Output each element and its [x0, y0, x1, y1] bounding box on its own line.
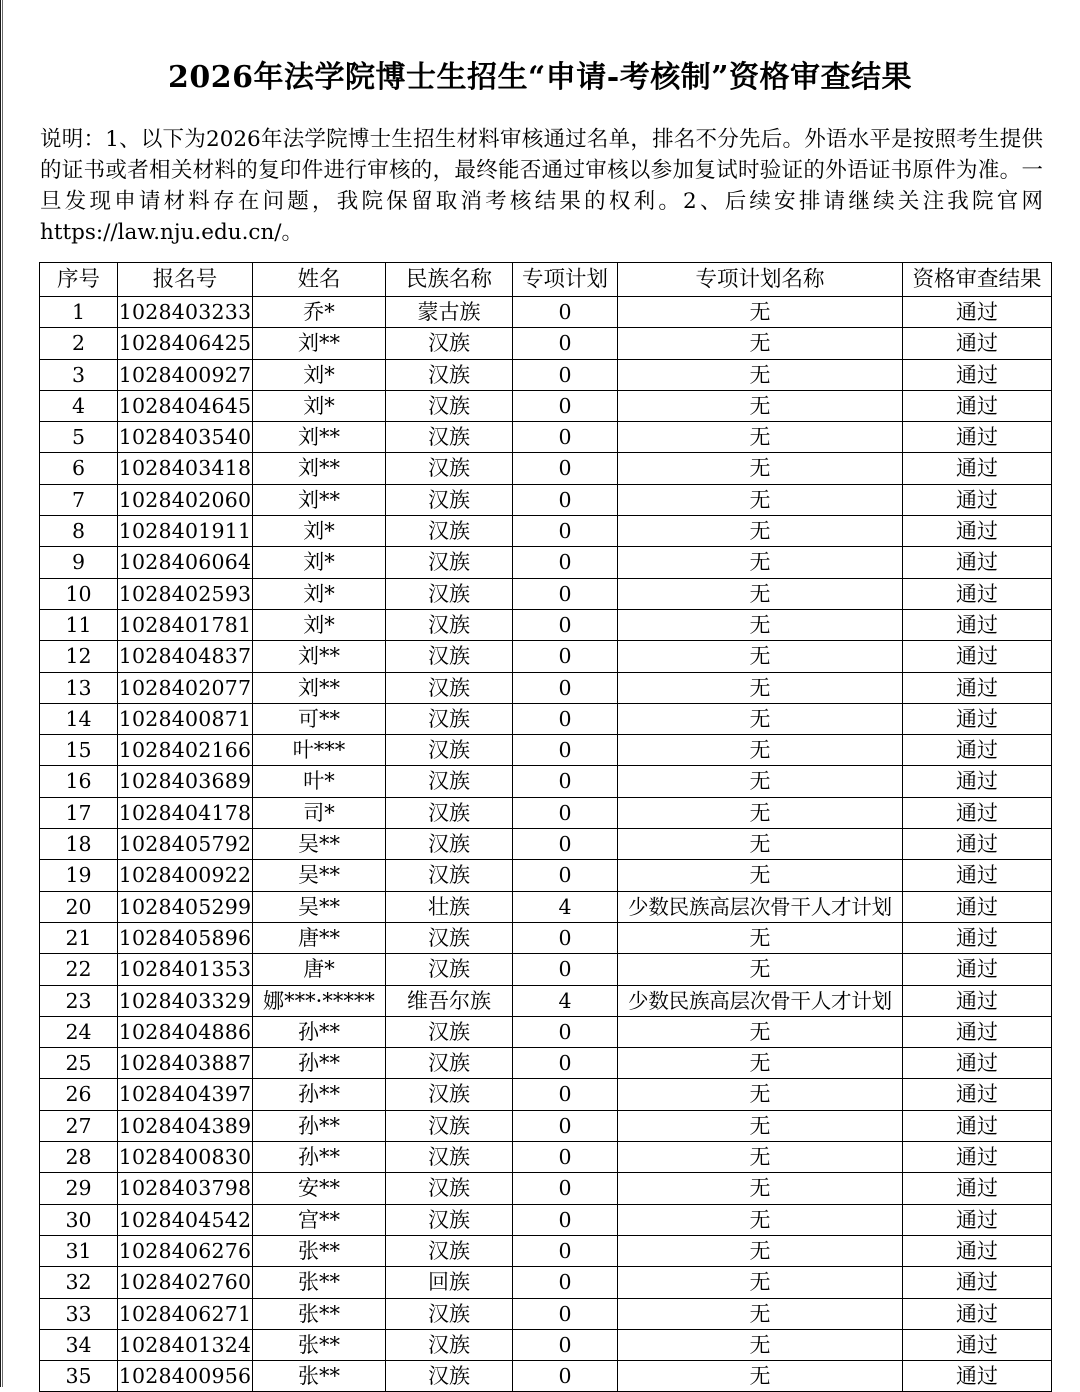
cell-plan-name: 无 [618, 297, 903, 328]
cell-result: 通过 [903, 547, 1052, 578]
cell-ethnicity: 汉族 [386, 922, 513, 953]
table-row [40, 891, 1052, 922]
cell-ethnicity: 汉族 [386, 1173, 513, 1204]
cell-ethnicity: 汉族 [386, 1142, 513, 1173]
cell-ethnicity: 汉族 [386, 390, 513, 421]
cell-registration: 1028403798 [118, 1173, 253, 1204]
cell-ethnicity: 汉族 [386, 1235, 513, 1266]
cell-plan-code: 0 [513, 1235, 618, 1266]
cell-ethnicity: 汉族 [386, 578, 513, 609]
cell-index: 16 [40, 766, 118, 797]
cell-plan-code: 4 [513, 891, 618, 922]
cell-result: 通过 [903, 829, 1052, 860]
cell-result: 通过 [903, 922, 1052, 953]
cell-registration: 1028404542 [118, 1204, 253, 1235]
cell-name: 乔* [253, 297, 386, 328]
cell-index: 6 [40, 453, 118, 484]
cell-index: 15 [40, 735, 118, 766]
cell-ethnicity: 壮族 [386, 891, 513, 922]
cell-plan-name: 无 [618, 1204, 903, 1235]
cell-plan-code: 0 [513, 703, 618, 734]
cell-ethnicity: 汉族 [386, 1048, 513, 1079]
description-paragraph: 说明：1、以下为2026年法学院博士生招生材料审核通过名单，排名不分先后。外语水平是按照考生提供的证书或者相关材料的复印件进行审核的，最终能否通过审核以参加复试时验证的外语证书原件为准。一旦发现申请材料存在问题，我院保留取消考核结果的权利。2、后续安排请继续关注我院官网 https://law.nju.edu.cn/。 [40, 127, 1043, 245]
column-header-regno: 报名号 [118, 263, 253, 297]
cell-name: 吴** [253, 829, 386, 860]
table-row [40, 1079, 1052, 1110]
cell-registration: 1028402166 [118, 735, 253, 766]
table-row [40, 390, 1052, 421]
cell-index: 34 [40, 1329, 118, 1360]
cell-plan-name: 无 [618, 1079, 903, 1110]
cell-result: 通过 [903, 954, 1052, 985]
cell-plan-code: 0 [513, 484, 618, 515]
cell-plan-code: 0 [513, 860, 618, 891]
cell-name: 孙** [253, 1016, 386, 1047]
cell-registration: 1028400927 [118, 359, 253, 390]
table-row [40, 1048, 1052, 1079]
cell-registration: 1028400871 [118, 703, 253, 734]
cell-index: 7 [40, 484, 118, 515]
cell-plan-name: 无 [618, 1361, 903, 1392]
cell-plan-code: 0 [513, 578, 618, 609]
cell-registration: 1028404178 [118, 797, 253, 828]
cell-index: 31 [40, 1235, 118, 1266]
cell-registration: 1028402760 [118, 1267, 253, 1298]
cell-ethnicity: 汉族 [386, 516, 513, 547]
cell-plan-code: 0 [513, 1204, 618, 1235]
cell-result: 通过 [903, 797, 1052, 828]
cell-plan-name: 无 [618, 1048, 903, 1079]
cell-plan-name: 无 [618, 359, 903, 390]
table-row [40, 1110, 1052, 1141]
table-row [40, 1267, 1052, 1298]
cell-registration: 1028403233 [118, 297, 253, 328]
cell-plan-code: 0 [513, 609, 618, 640]
cell-name: 叶*** [253, 735, 386, 766]
cell-index: 20 [40, 891, 118, 922]
cell-result: 通过 [903, 1361, 1052, 1392]
cell-name: 司* [253, 797, 386, 828]
cell-name: 唐* [253, 954, 386, 985]
cell-plan-name: 无 [618, 422, 903, 453]
cell-registration: 1028404389 [118, 1110, 253, 1141]
table-row [40, 359, 1052, 390]
cell-plan-name: 无 [618, 1267, 903, 1298]
cell-plan-name: 无 [618, 516, 903, 547]
cell-plan-name: 无 [618, 1298, 903, 1329]
cell-result: 通过 [903, 484, 1052, 515]
cell-plan-name: 无 [618, 860, 903, 891]
cell-plan-name: 少数民族高层次骨干人才计划 [618, 985, 903, 1016]
cell-index: 10 [40, 578, 118, 609]
cell-ethnicity: 汉族 [386, 703, 513, 734]
cell-result: 通过 [903, 1267, 1052, 1298]
cell-index: 19 [40, 860, 118, 891]
cell-ethnicity: 汉族 [386, 641, 513, 672]
cell-plan-name: 无 [618, 641, 903, 672]
cell-registration: 1028401911 [118, 516, 253, 547]
cell-ethnicity: 汉族 [386, 547, 513, 578]
cell-index: 18 [40, 829, 118, 860]
cell-plan-name: 无 [618, 703, 903, 734]
cell-result: 通过 [903, 297, 1052, 328]
cell-index: 11 [40, 609, 118, 640]
cell-result: 通过 [903, 1079, 1052, 1110]
cell-index: 14 [40, 703, 118, 734]
cell-name: 安** [253, 1173, 386, 1204]
table-row [40, 954, 1052, 985]
cell-registration: 1028400922 [118, 860, 253, 891]
cell-registration: 1028401353 [118, 954, 253, 985]
cell-name: 唐** [253, 922, 386, 953]
cell-ethnicity: 维吾尔族 [386, 985, 513, 1016]
cell-ethnicity: 汉族 [386, 672, 513, 703]
cell-plan-code: 0 [513, 359, 618, 390]
cell-plan-name: 无 [618, 797, 903, 828]
column-header-ethnicity: 民族名称 [386, 263, 513, 297]
cell-plan-name: 无 [618, 547, 903, 578]
cell-ethnicity: 汉族 [386, 609, 513, 640]
table-row [40, 860, 1052, 891]
cell-registration: 1028403887 [118, 1048, 253, 1079]
cell-ethnicity: 汉族 [386, 359, 513, 390]
cell-plan-code: 0 [513, 297, 618, 328]
qualification-results-table [39, 262, 1052, 1392]
cell-plan-code: 0 [513, 1016, 618, 1047]
cell-registration: 1028403418 [118, 453, 253, 484]
cell-registration: 1028404886 [118, 1016, 253, 1047]
cell-registration: 1028406425 [118, 328, 253, 359]
cell-plan-name: 无 [618, 609, 903, 640]
cell-plan-code: 0 [513, 1048, 618, 1079]
table-row [40, 922, 1052, 953]
table-row [40, 1016, 1052, 1047]
cell-plan-code: 0 [513, 922, 618, 953]
cell-index: 35 [40, 1361, 118, 1392]
table-row [40, 1142, 1052, 1173]
cell-plan-name: 无 [618, 1142, 903, 1173]
cell-plan-code: 0 [513, 328, 618, 359]
cell-plan-code: 0 [513, 422, 618, 453]
table-row [40, 985, 1052, 1016]
cell-plan-code: 0 [513, 1079, 618, 1110]
cell-result: 通过 [903, 766, 1052, 797]
cell-name: 刘** [253, 672, 386, 703]
cell-ethnicity: 汉族 [386, 484, 513, 515]
cell-index: 13 [40, 672, 118, 703]
cell-ethnicity: 汉族 [386, 860, 513, 891]
cell-name: 刘** [253, 453, 386, 484]
table-row [40, 735, 1052, 766]
cell-name: 张** [253, 1329, 386, 1360]
cell-plan-name: 无 [618, 1016, 903, 1047]
cell-result: 通过 [903, 578, 1052, 609]
cell-index: 5 [40, 422, 118, 453]
cell-registration: 1028400830 [118, 1142, 253, 1173]
cell-plan-code: 4 [513, 985, 618, 1016]
cell-ethnicity: 汉族 [386, 1079, 513, 1110]
cell-index: 26 [40, 1079, 118, 1110]
cell-name: 娜***·***** [253, 985, 386, 1016]
column-header-name: 姓名 [253, 263, 386, 297]
cell-name: 宫** [253, 1204, 386, 1235]
cell-registration: 1028405896 [118, 922, 253, 953]
cell-plan-name: 无 [618, 672, 903, 703]
cell-name: 吴** [253, 860, 386, 891]
cell-result: 通过 [903, 985, 1052, 1016]
cell-result: 通过 [903, 609, 1052, 640]
table-row [40, 641, 1052, 672]
table-row [40, 547, 1052, 578]
cell-plan-name: 无 [618, 1235, 903, 1266]
cell-registration: 1028406271 [118, 1298, 253, 1329]
cell-ethnicity: 汉族 [386, 797, 513, 828]
cell-name: 孙** [253, 1110, 386, 1141]
cell-plan-name: 无 [618, 390, 903, 421]
cell-result: 通过 [903, 1142, 1052, 1173]
cell-index: 3 [40, 359, 118, 390]
table-row [40, 422, 1052, 453]
cell-result: 通过 [903, 422, 1052, 453]
cell-plan-name: 无 [618, 484, 903, 515]
cell-index: 1 [40, 297, 118, 328]
cell-plan-name: 无 [618, 578, 903, 609]
table-header-row [40, 263, 1052, 297]
cell-name: 张** [253, 1298, 386, 1329]
cell-ethnicity: 汉族 [386, 1204, 513, 1235]
cell-plan-code: 0 [513, 954, 618, 985]
cell-registration: 1028402060 [118, 484, 253, 515]
cell-ethnicity: 蒙古族 [386, 297, 513, 328]
cell-result: 通过 [903, 1016, 1052, 1047]
results-table-container [35, 248, 1045, 1392]
cell-ethnicity: 汉族 [386, 1016, 513, 1047]
cell-plan-name: 无 [618, 735, 903, 766]
cell-plan-name: 无 [618, 1110, 903, 1141]
cell-result: 通过 [903, 1173, 1052, 1204]
cell-result: 通过 [903, 390, 1052, 421]
cell-result: 通过 [903, 1329, 1052, 1360]
cell-plan-name: 无 [618, 922, 903, 953]
table-row [40, 484, 1052, 515]
cell-registration: 1028405792 [118, 829, 253, 860]
table-row [40, 1204, 1052, 1235]
cell-index: 29 [40, 1173, 118, 1204]
table-row [40, 1361, 1052, 1392]
table-row [40, 516, 1052, 547]
cell-plan-code: 0 [513, 672, 618, 703]
cell-result: 通过 [903, 735, 1052, 766]
table-row [40, 1298, 1052, 1329]
cell-index: 30 [40, 1204, 118, 1235]
cell-name: 刘* [253, 578, 386, 609]
cell-index: 33 [40, 1298, 118, 1329]
cell-name: 张** [253, 1235, 386, 1266]
cell-name: 刘** [253, 328, 386, 359]
column-header-result: 资格审查结果 [903, 263, 1052, 297]
cell-name: 刘* [253, 390, 386, 421]
cell-result: 通过 [903, 1204, 1052, 1235]
cell-plan-name: 少数民族高层次骨干人才计划 [618, 891, 903, 922]
cell-ethnicity: 汉族 [386, 453, 513, 484]
cell-registration: 1028404397 [118, 1079, 253, 1110]
cell-plan-name: 无 [618, 328, 903, 359]
cell-index: 17 [40, 797, 118, 828]
cell-name: 孙** [253, 1142, 386, 1173]
table-row [40, 609, 1052, 640]
cell-index: 27 [40, 1110, 118, 1141]
cell-name: 张** [253, 1361, 386, 1392]
cell-result: 通过 [903, 328, 1052, 359]
table-row [40, 766, 1052, 797]
cell-ethnicity: 回族 [386, 1267, 513, 1298]
cell-plan-name: 无 [618, 1329, 903, 1360]
cell-plan-name: 无 [618, 829, 903, 860]
cell-result: 通过 [903, 1048, 1052, 1079]
cell-registration: 1028402077 [118, 672, 253, 703]
cell-name: 吴** [253, 891, 386, 922]
cell-plan-code: 0 [513, 797, 618, 828]
cell-name: 刘** [253, 641, 386, 672]
cell-index: 22 [40, 954, 118, 985]
cell-name: 孙** [253, 1079, 386, 1110]
cell-name: 刘** [253, 484, 386, 515]
table-row [40, 297, 1052, 328]
cell-result: 通过 [903, 453, 1052, 484]
cell-plan-code: 0 [513, 1173, 618, 1204]
cell-index: 32 [40, 1267, 118, 1298]
cell-index: 25 [40, 1048, 118, 1079]
cell-plan-code: 0 [513, 516, 618, 547]
cell-index: 12 [40, 641, 118, 672]
cell-ethnicity: 汉族 [386, 1298, 513, 1329]
table-row [40, 672, 1052, 703]
cell-index: 24 [40, 1016, 118, 1047]
cell-plan-code: 0 [513, 453, 618, 484]
cell-result: 通过 [903, 672, 1052, 703]
cell-ethnicity: 汉族 [386, 1361, 513, 1392]
cell-registration: 1028403329 [118, 985, 253, 1016]
cell-ethnicity: 汉族 [386, 735, 513, 766]
cell-ethnicity: 汉族 [386, 954, 513, 985]
table-row [40, 1173, 1052, 1204]
cell-index: 8 [40, 516, 118, 547]
table-row [40, 703, 1052, 734]
cell-plan-code: 0 [513, 735, 618, 766]
cell-plan-code: 0 [513, 547, 618, 578]
cell-plan-name: 无 [618, 453, 903, 484]
cell-registration: 1028406064 [118, 547, 253, 578]
cell-result: 通过 [903, 1110, 1052, 1141]
cell-index: 9 [40, 547, 118, 578]
cell-plan-code: 0 [513, 1267, 618, 1298]
cell-result: 通过 [903, 860, 1052, 891]
cell-name: 刘** [253, 422, 386, 453]
cell-result: 通过 [903, 1298, 1052, 1329]
cell-result: 通过 [903, 516, 1052, 547]
cell-plan-code: 0 [513, 1329, 618, 1360]
cell-registration: 1028402593 [118, 578, 253, 609]
column-header-index: 序号 [40, 263, 118, 297]
cell-index: 23 [40, 985, 118, 1016]
cell-plan-name: 无 [618, 954, 903, 985]
table-row [40, 1235, 1052, 1266]
cell-ethnicity: 汉族 [386, 422, 513, 453]
cell-plan-code: 0 [513, 829, 618, 860]
cell-registration: 1028403540 [118, 422, 253, 453]
cell-ethnicity: 汉族 [386, 328, 513, 359]
cell-ethnicity: 汉族 [386, 829, 513, 860]
cell-ethnicity: 汉族 [386, 1110, 513, 1141]
page-title: 2026年法学院博士生招生“申请-考核制”资格审查结果 [168, 60, 912, 95]
cell-registration: 1028401324 [118, 1329, 253, 1360]
cell-plan-code: 0 [513, 390, 618, 421]
cell-name: 叶* [253, 766, 386, 797]
cell-index: 21 [40, 922, 118, 953]
cell-result: 通过 [903, 359, 1052, 390]
table-row [40, 578, 1052, 609]
cell-registration: 1028404645 [118, 390, 253, 421]
cell-registration: 1028400956 [118, 1361, 253, 1392]
cell-name: 刘* [253, 547, 386, 578]
cell-name: 刘* [253, 516, 386, 547]
table-row [40, 453, 1052, 484]
cell-plan-name: 无 [618, 1173, 903, 1204]
cell-plan-code: 0 [513, 1110, 618, 1141]
table-body [40, 297, 1052, 1392]
cell-index: 28 [40, 1142, 118, 1173]
table-row [40, 829, 1052, 860]
cell-name: 刘* [253, 609, 386, 640]
cell-result: 通过 [903, 641, 1052, 672]
cell-ethnicity: 汉族 [386, 766, 513, 797]
cell-plan-code: 0 [513, 766, 618, 797]
table-row [40, 797, 1052, 828]
cell-plan-name: 无 [618, 766, 903, 797]
cell-registration: 1028406276 [118, 1235, 253, 1266]
cell-registration: 1028404837 [118, 641, 253, 672]
table-header [40, 263, 1052, 297]
cell-registration: 1028403689 [118, 766, 253, 797]
cell-index: 4 [40, 390, 118, 421]
cell-ethnicity: 汉族 [386, 1329, 513, 1360]
cell-plan-code: 0 [513, 1142, 618, 1173]
cell-name: 孙** [253, 1048, 386, 1079]
cell-name: 刘* [253, 359, 386, 390]
cell-registration: 1028405299 [118, 891, 253, 922]
cell-registration: 1028401781 [118, 609, 253, 640]
cell-name: 可** [253, 703, 386, 734]
table-row [40, 1329, 1052, 1360]
column-header-plan-name: 专项计划名称 [618, 263, 903, 297]
table-row [40, 328, 1052, 359]
cell-name: 张** [253, 1267, 386, 1298]
cell-result: 通过 [903, 891, 1052, 922]
column-header-plan: 专项计划 [513, 263, 618, 297]
cell-plan-code: 0 [513, 1298, 618, 1329]
cell-plan-code: 0 [513, 641, 618, 672]
cell-index: 2 [40, 328, 118, 359]
cell-result: 通过 [903, 703, 1052, 734]
cell-result: 通过 [903, 1235, 1052, 1266]
cell-plan-code: 0 [513, 1361, 618, 1392]
